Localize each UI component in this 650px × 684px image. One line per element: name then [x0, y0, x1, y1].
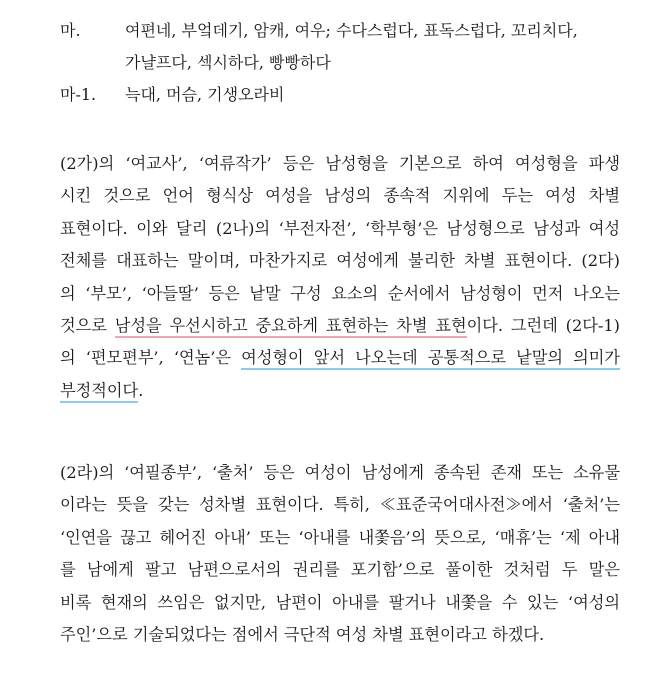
paragraph-line: [60, 310, 620, 342]
paragraph-line: (2가)의 ‘여교사’, ‘여류작가’ 등은 남성형을 기본으로 하여 여성형을 파생: [60, 154, 620, 173]
paragraph-line: [60, 375, 620, 407]
underlined-blue-text: 여성형이 앞서 나오는데 공통적으로 낱말의 의미가: [241, 348, 620, 370]
text-run: 의 ‘편모편부’, ‘연놈’은: [60, 348, 242, 368]
example-text: 늑대, 머슴, 기생오라비: [125, 85, 285, 104]
paragraph-line: 이라는 뜻을 갖는 성차별 표현이다. 특히, ≪표준국어대사전≫에서 ‘출처’는: [60, 495, 620, 515]
text-run: .: [138, 380, 144, 400]
text-run: 것으로: [60, 315, 115, 335]
paragraph-line: 의 ‘부모’, ‘아들딸’ 등은 낱말 구성 요소의 순서에서 남성형이 먼저 나오는: [60, 283, 620, 303]
example-label: 마-1.: [60, 85, 97, 104]
paragraph-line: 전체를 대표하는 말이며, 마찬가지로 여성에게 불리한 차별 표현이다. (2다): [60, 251, 620, 271]
underlined-blue-text: 부정적이다: [60, 381, 138, 403]
example-text: 가냘프다, 섹시하다, 빵빵하다: [125, 53, 331, 72]
paragraph-line: 주인’으로 기술되었다는 점에서 극단적 여성 차별 표현이라고 하겠다.: [60, 624, 545, 644]
paragraph-line: 시킨 것으로 언어 형식상 여성을 남성의 종속적 지위에 두는 여성 차별: [60, 186, 620, 206]
paragraph-line: (2라)의 ‘여필종부’, ‘출처’ 등은 여성이 남성에게 종속된 존재 또는 소유물: [60, 463, 620, 482]
paragraph-line: [60, 342, 620, 374]
example-text: 여편네, 부엌데기, 암캐, 여우; 수다스럽다, 표독스럽다, 꼬리치다,: [125, 21, 578, 40]
paragraph-line: ‘인연을 끊고 헤어진 아내’ 또는 ‘아내를 내쫓음’의 뜻으로, ‘매휴’는 ‘제 아내: [60, 527, 620, 547]
paragraph-2: [60, 457, 620, 651]
text-run: 이다. 그런데 (2다-1): [466, 315, 620, 335]
example-label: 마.: [60, 21, 81, 40]
paragraph-line: 표현이다. 이와 달리 (2나)의 ‘부전자전’, ‘학부형’은 남성형으로 남성과 여성: [60, 218, 620, 238]
paragraph-line: 비록 현재의 쓰임은 없지만, 남편이 아내를 팔거나 내쫓을 수 있는 ‘여성의: [60, 592, 620, 612]
paragraph-line: 를 남에게 팔고 남편으로서의 권리를 포기함’으로 풀이한 것처럼 두 말은: [60, 560, 620, 580]
underlined-red-text: 남성을 우선시하고 중요하게 표현하는 차별 표현: [115, 316, 467, 338]
paragraph-1: [60, 148, 620, 407]
